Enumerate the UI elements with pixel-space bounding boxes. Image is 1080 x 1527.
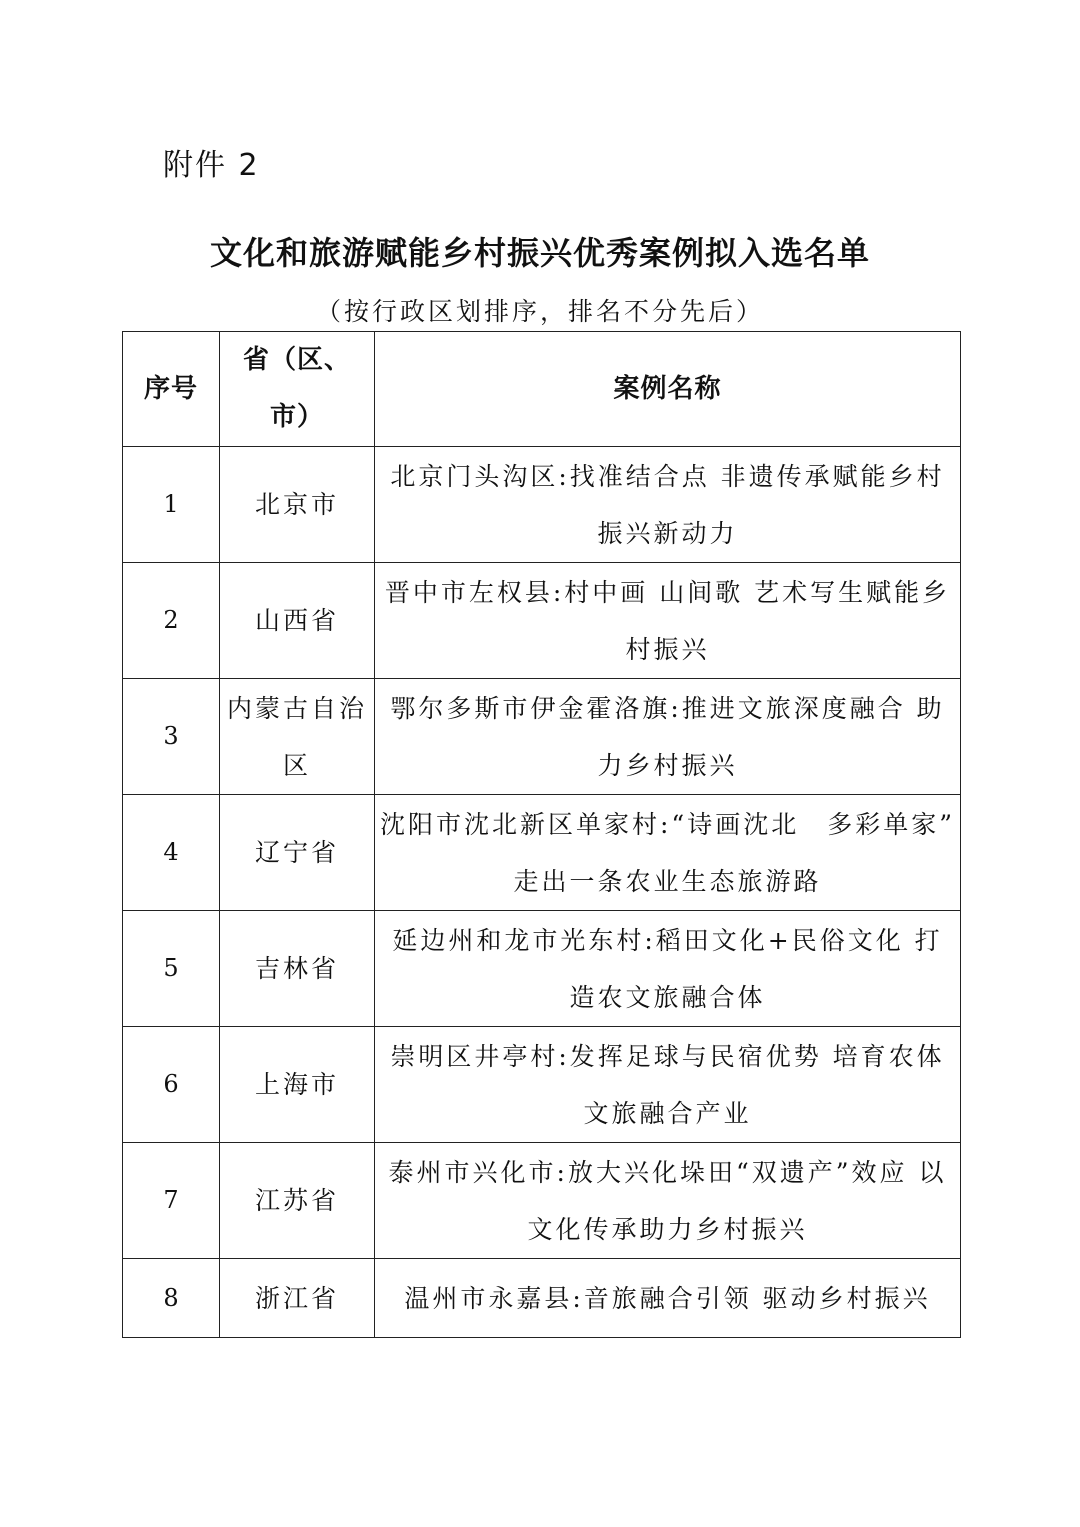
table-row bbox=[123, 1143, 961, 1259]
header-case-name: 案例名称 bbox=[375, 332, 961, 447]
row-province: 北京市 bbox=[220, 447, 375, 563]
row-province: 内蒙古自治区 bbox=[220, 679, 375, 795]
row-province: 吉林省 bbox=[220, 911, 375, 1027]
header-province: 省（区、市） bbox=[220, 332, 375, 447]
table-row bbox=[123, 563, 961, 679]
row-case-name: 崇明区井亭村:发挥足球与民宿优势 培育农体文旅融合产业 bbox=[375, 1027, 961, 1143]
row-case-name: 北京门头沟区:找准结合点 非遗传承赋能乡村振兴新动力 bbox=[375, 447, 961, 563]
table-row bbox=[123, 679, 961, 795]
document-subtitle: （按行政区划排序，排名不分先后） bbox=[315, 297, 764, 326]
row-index: 1 bbox=[123, 447, 220, 563]
table-row bbox=[123, 795, 961, 911]
row-index: 7 bbox=[123, 1143, 220, 1259]
row-case-name: 延边州和龙市光东村:稻田文化+民俗文化 打造农文旅融合体 bbox=[375, 911, 961, 1027]
row-index: 3 bbox=[123, 679, 220, 795]
row-province: 辽宁省 bbox=[220, 795, 375, 911]
row-index: 5 bbox=[123, 911, 220, 1027]
row-index: 6 bbox=[123, 1027, 220, 1143]
row-case-name: 沈阳市沈北新区单家村:“诗画沈北 多彩单家” 走出一条农业生态旅游路 bbox=[375, 795, 961, 911]
table-row bbox=[123, 1259, 961, 1338]
document-title: 文化和旅游赋能乡村振兴优秀案例拟入选名单 bbox=[209, 234, 870, 272]
table-row bbox=[123, 911, 961, 1027]
table-row bbox=[123, 447, 961, 563]
row-province: 江苏省 bbox=[220, 1143, 375, 1259]
table-header-row bbox=[123, 332, 961, 447]
row-case-name: 泰州市兴化市:放大兴化垛田“双遗产”效应 以文化传承助力乡村振兴 bbox=[375, 1143, 961, 1259]
row-case-name: 温州市永嘉县:音旅融合引领 驱动乡村振兴 bbox=[375, 1259, 961, 1338]
attachment-label: 附件 2 bbox=[163, 148, 260, 183]
row-index: 4 bbox=[123, 795, 220, 911]
header-index: 序号 bbox=[123, 332, 220, 447]
row-province: 山西省 bbox=[220, 563, 375, 679]
row-case-name: 晋中市左权县:村中画 山间歌 艺术写生赋能乡村振兴 bbox=[375, 563, 961, 679]
row-province: 上海市 bbox=[220, 1027, 375, 1143]
cases-table bbox=[122, 331, 961, 1338]
row-index: 8 bbox=[123, 1259, 220, 1338]
row-index: 2 bbox=[123, 563, 220, 679]
table-row bbox=[123, 1027, 961, 1143]
row-province: 浙江省 bbox=[220, 1259, 375, 1338]
row-case-name: 鄂尔多斯市伊金霍洛旗:推进文旅深度融合 助力乡村振兴 bbox=[375, 679, 961, 795]
